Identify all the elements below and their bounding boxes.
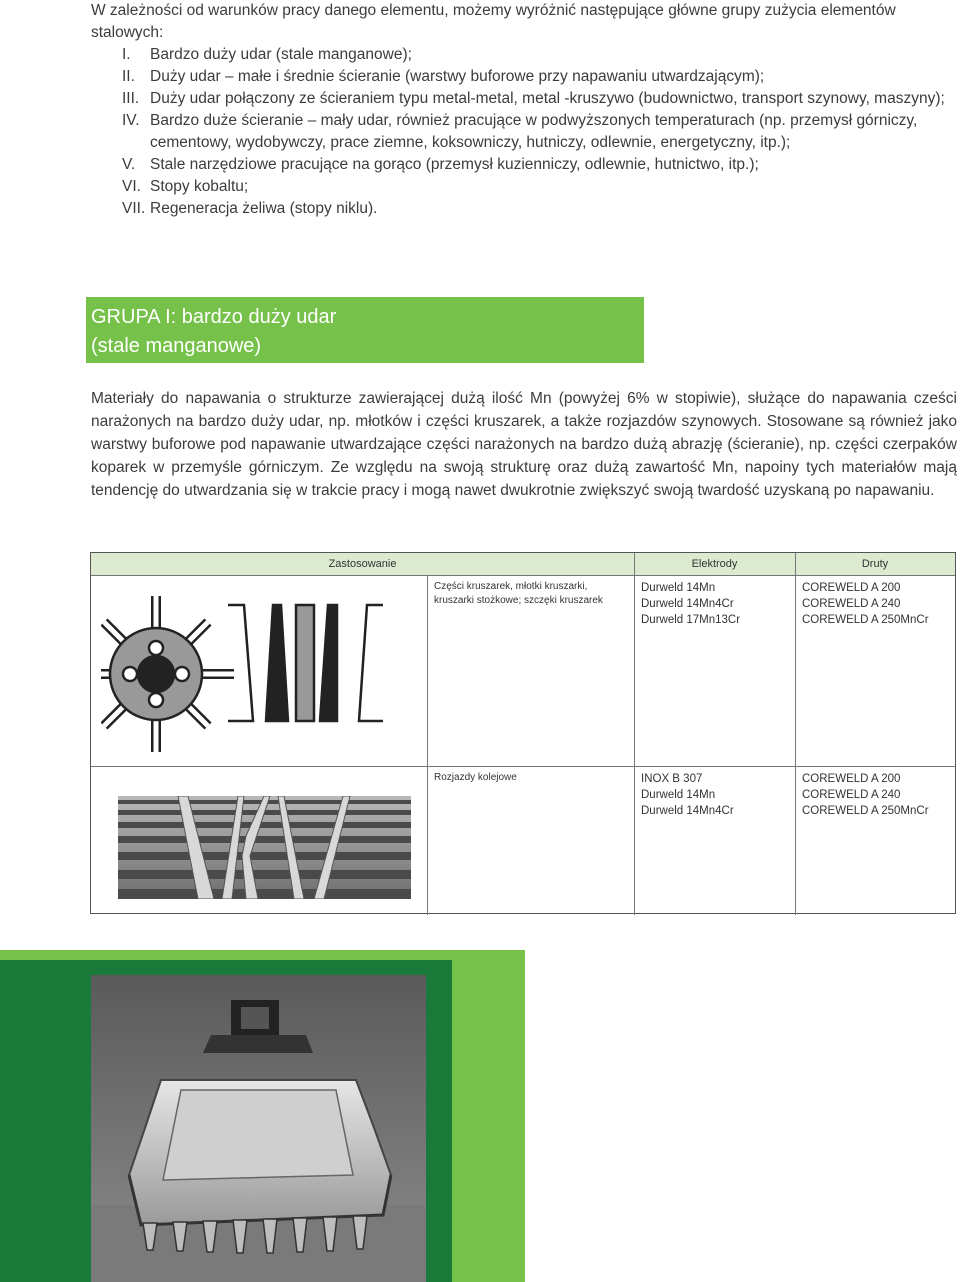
wire-item: COREWELD A 250MnCr bbox=[802, 805, 929, 817]
railway-switch-photo-icon bbox=[118, 796, 411, 899]
table-header-row bbox=[91, 553, 955, 576]
column-divider bbox=[634, 553, 635, 915]
row2-electrodes bbox=[641, 771, 734, 819]
list-item bbox=[91, 44, 959, 66]
list-item-text: Bardzo duży udar (stale manganowe); bbox=[150, 46, 412, 63]
column-divider bbox=[795, 553, 796, 915]
electrode-item: Durweld 14Mn bbox=[641, 582, 716, 594]
electrode-item: Durweld 17Mn13Cr bbox=[641, 614, 741, 626]
application-line: Rozjazdy kolejowe bbox=[434, 772, 517, 783]
list-item bbox=[91, 198, 959, 220]
list-item bbox=[91, 110, 959, 154]
wire-item: COREWELD A 240 bbox=[802, 598, 901, 610]
header-application: Zastosowanie bbox=[328, 558, 397, 570]
list-item bbox=[91, 154, 959, 176]
application-line: Części kruszarek, młotki kruszarki, bbox=[434, 581, 588, 592]
list-item bbox=[91, 88, 959, 110]
list-item-number: VI. bbox=[122, 178, 141, 195]
section-title: GRUPA I: bardzo duży udar (stale manganowe) bbox=[91, 306, 337, 357]
excavator-bucket-photo-icon bbox=[91, 975, 426, 1282]
wear-groups-list bbox=[91, 44, 959, 220]
group-description: Materiały do napawania o strukturze zawierającej dużą ilość Mn (powyżej 6% w stopiwie), służące do napawania cześci narażonych na bardzo duży udar, np. młotków i części kruszarek, a także rozjazdów szynowych. Stosowane są również jako warstwy buforowe pod napawanie utwardzające części narażonych na bardzo dużą abrazję (ścieranie), np. części czerpaków koparek w przemyśle górniczym. Ze względu na swoją strukturę oraz dużą zawartość Mn, napoiny tych materiałów mają tendencję do utwardzania się w trakcie pracy i mogą nawet dwukrotnie zwiększyć swoją twardość uzyskaną po napawaniu. bbox=[91, 390, 957, 499]
list-item-number: VII. bbox=[122, 200, 146, 217]
list-item-number: V. bbox=[122, 156, 136, 173]
intro-section bbox=[91, 0, 959, 220]
row1-application bbox=[434, 580, 603, 608]
wire-item: COREWELD A 200 bbox=[802, 582, 901, 594]
list-item-text: Stopy kobaltu; bbox=[150, 178, 249, 195]
crusher-rotor-diagram-icon bbox=[101, 581, 421, 761]
row1-electrodes bbox=[641, 580, 740, 628]
header-electrodes: Elektrody bbox=[691, 558, 738, 570]
electrode-item: Durweld 14Mn bbox=[641, 789, 716, 801]
electrode-item: Durweld 14Mn4Cr bbox=[641, 598, 734, 610]
list-item-number: III. bbox=[122, 90, 140, 107]
column-divider bbox=[427, 575, 428, 915]
list-item-text: Duży udar połączony ze ścieraniem typu metal-metal, metal -kruszywo (budownictwo, transport szynowy, maszyny); bbox=[150, 90, 945, 107]
list-item-number: I. bbox=[122, 46, 131, 63]
list-item-number: II. bbox=[122, 68, 135, 85]
list-item bbox=[91, 176, 959, 198]
header-wires: Druty bbox=[861, 558, 889, 570]
wire-item: COREWELD A 250MnCr bbox=[802, 614, 929, 626]
list-item bbox=[91, 66, 959, 88]
intro-lead: W zależności od warunków pracy danego elementu, możemy wyróżnić następujące główne grupy zużycia elementów stalowych: bbox=[91, 2, 896, 41]
list-item-text: Bardzo duże ścieranie – mały udar, również pracujące w podwyższonych temperaturach (np. przemysł górniczy, cementowy, wydobywczy, prace ziemne, koksowniczy, hutniczy, odlewnie, energetyczny, itp.); bbox=[150, 112, 918, 151]
wire-item: COREWELD A 240 bbox=[802, 789, 901, 801]
materials-table bbox=[90, 552, 956, 914]
wire-item: COREWELD A 200 bbox=[802, 773, 901, 785]
section-banner bbox=[86, 297, 644, 363]
application-line: kruszarki stożkowe; szczęki kruszarek bbox=[434, 595, 603, 606]
list-item-number: IV. bbox=[122, 112, 140, 129]
row1-wires bbox=[802, 580, 929, 628]
row2-application bbox=[434, 771, 517, 785]
hammer-profiles-diagram-icon bbox=[228, 605, 383, 721]
electrode-item: Durweld 14Mn4Cr bbox=[641, 805, 734, 817]
row2-wires bbox=[802, 771, 929, 819]
electrode-item: INOX B 307 bbox=[641, 773, 703, 785]
row-divider bbox=[91, 766, 955, 767]
list-item-text: Duży udar – małe i średnie ścieranie (warstwy buforowe przy napawaniu utwardzającym); bbox=[150, 68, 765, 85]
list-item-text: Regeneracja żeliwa (stopy niklu). bbox=[150, 200, 378, 217]
list-item-text: Stale narzędziowe pracujące na gorąco (przemysł kuzienniczy, odlewnie, hutnictwo, itp.); bbox=[150, 156, 759, 173]
